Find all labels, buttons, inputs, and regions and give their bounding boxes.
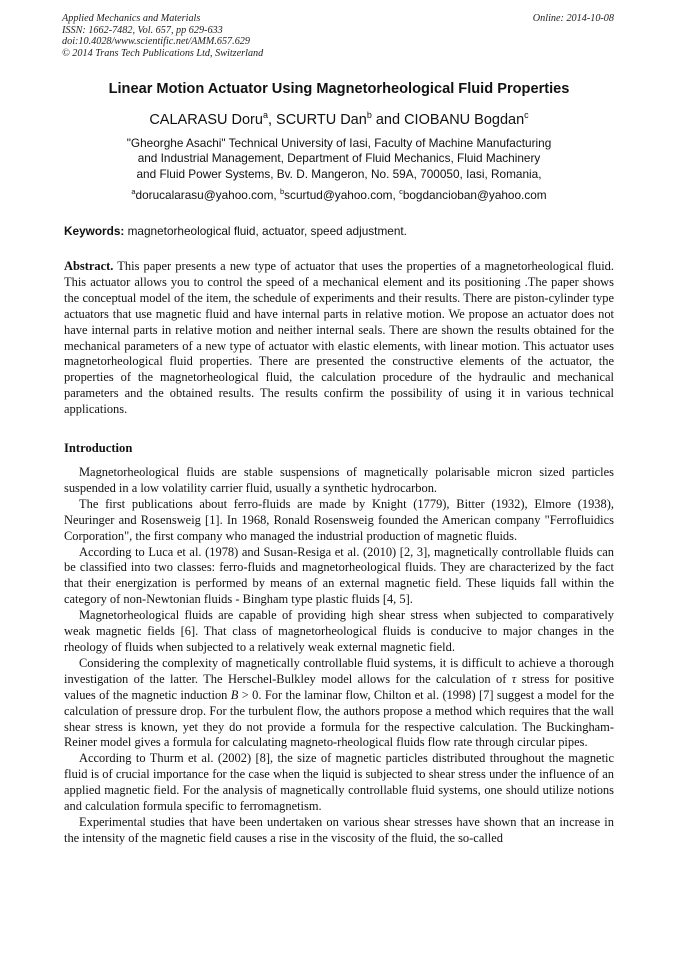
tau-symbol: τ	[511, 671, 517, 686]
author-superscript: c	[524, 110, 529, 120]
keywords-text: magnetorheological fluid, actuator, speed adjustment.	[124, 224, 407, 238]
paper-title: Linear Motion Actuator Using Magnetorheological Fluid Properties	[108, 81, 570, 97]
keywords-label: Keywords:	[64, 224, 125, 238]
intro-paragraph: According to Luca et al. (1978) and Susan-Resiga et al. (2010) [2, 3], magnetically controllable fluids can be classified into two classes: ferro-fluids and magnetorheological fluids. They are characterized by the fact that their energization is performed by means of an external magnetic field. These liquids fall within the category of non-Newtonian fluids - Bingham type plastic fluids [4, 5].	[64, 544, 614, 607]
doi-line: doi:10.4028/www.scientific.net/AMM.657.629	[62, 36, 250, 47]
author-emails	[0, 188, 678, 202]
email-superscript: b	[279, 187, 285, 196]
abstract-text: This paper presents a new type of actuator that uses the properties of a magnetorheological fluid. This actuator allows you to control the speed of a mechanical element and its positioning .The paper shows the conceptual model of the item, the schedule of experiments and their results. There are piston-cylinder type actuators that use magnetic fluid and have internal parts in relative motion. We propose an actuator does not have internal parts in relative motion and neither internal seals. There are shown the results obtained for the mechanical parameters of a new type of actuator with elastic elements, with linear motion. This actuator uses magnetorheological fluid properties. There are presented the constructive elements of the actuator, the properties of the magnetorheological fluid, the calculation procedure of the hydraulic and mechanical parameters and the obtained results. The results confirm the possibility of using it in various technical applications.	[64, 259, 614, 417]
email-address: bogdancioban@yahoo.com	[402, 188, 547, 202]
email-address: scurtud@yahoo.com,	[284, 188, 400, 202]
intro-paragraph: According to Thurm et al. (2002) [8], the size of magnetic particles distributed throughout the magnetic fluid is of crucial importance for the case when the liquid is subjected to shear stress under the influence of an applied magnetic field. For the analysis of magnetically controllable fluid systems, one should utilize notions and calculation formula specific to ferromagnetism.	[64, 751, 614, 814]
introduction-body	[64, 465, 614, 847]
affiliation-line: and Industrial Management, Department of Fluid Mechanics, Fluid Machinery	[137, 151, 541, 166]
affiliation	[0, 136, 678, 182]
abstract	[64, 259, 614, 418]
author-separator: and	[371, 112, 405, 128]
author-list	[0, 112, 678, 128]
intro-text: stress for positive values of the magnetic induction	[64, 671, 615, 702]
author-separator: ,	[267, 112, 277, 128]
email-superscript: a	[131, 187, 136, 196]
email-superscript: c	[399, 187, 403, 196]
author-superscript: a	[262, 110, 268, 120]
journal-header	[62, 13, 263, 59]
journal-name: Applied Mechanics and Materials	[62, 13, 201, 24]
issn-line: ISSN: 1662-7482, Vol. 657, pp 629-633	[62, 24, 223, 36]
intro-paragraph: The first publications about ferro-fluids are made by Knight (1779), Bitter (1932), Elmore (1938), Neuringer and Rosensweig [1]. In 1968, Ronald Rosensweig founded the American company "Ferrofluidics Corporation", the first company who managed the industrial production of magnetic fluids.	[64, 496, 614, 543]
author-name: CALARASU Doru	[149, 112, 263, 128]
copyright-line: © 2014 Trans Tech Publications Ltd, Switzerland	[62, 47, 264, 59]
affiliation-line: "Gheorghe Asachi" Technical University of Iasi, Faculty of Machine Manufacturing	[126, 136, 552, 150]
intro-paragraph: Magnetorheological fluids are capable of providing high shear stress when subjected to comparatively weak magnetic fields [6]. That class of magnetorheological fluids is conducive to major changes in the rheology of fluids when subjected to a relatively weak external magnetic field.	[64, 608, 614, 654]
intro-paragraph: Experimental studies that have been undertaken on various shear stresses have shown that an increase in the intensity of the magnetic field causes a rise in the viscosity of the fluid, the so-called	[64, 814, 614, 845]
intro-paragraph: Magnetorheological fluids are stable suspensions of magnetically polarisable micron sized particles suspended in a low volatility carrier fluid, usually a synthetic hydrocarbon.	[64, 465, 614, 495]
author-name: CIOBANU Bogdan	[404, 112, 525, 128]
abstract-label: Abstract.	[64, 259, 114, 273]
abstract-paragraph	[64, 259, 614, 418]
intro-text: > 0. For the laminar flow, Chilton et al. (1998) [7] suggest a model for the calculation of pressure drop. For the turbulent flow, the authors propose a method which requires that the wall shear stress is known, yet they do not provide a formula for the respective calculation. The Buckingham-Reiner model gives a formula for calculating magneto-rheological fluids flow rate through circular pipes.	[64, 687, 614, 750]
email-address: dorucalarasu@yahoo.com,	[135, 188, 280, 202]
b-symbol: B	[230, 687, 239, 702]
section-heading-introduction: Introduction	[64, 441, 133, 455]
affiliation-line: and Fluid Power Systems, Bv. D. Mangeron, No. 59A, 700050, Iasi, Romania,	[136, 166, 542, 181]
keywords	[64, 224, 407, 238]
online-date: Online: 2014-10-08	[532, 13, 614, 24]
intro-paragraph	[64, 656, 614, 751]
author-name: SCURTU Dan	[276, 112, 367, 128]
intro-text: Considering the complexity of magnetically controllable fluid systems, it is difficult to achieve a thorough investigation of the latter. The Herschel-Bulkley model allows for the calculation of	[64, 655, 614, 686]
author-superscript: b	[366, 110, 372, 120]
